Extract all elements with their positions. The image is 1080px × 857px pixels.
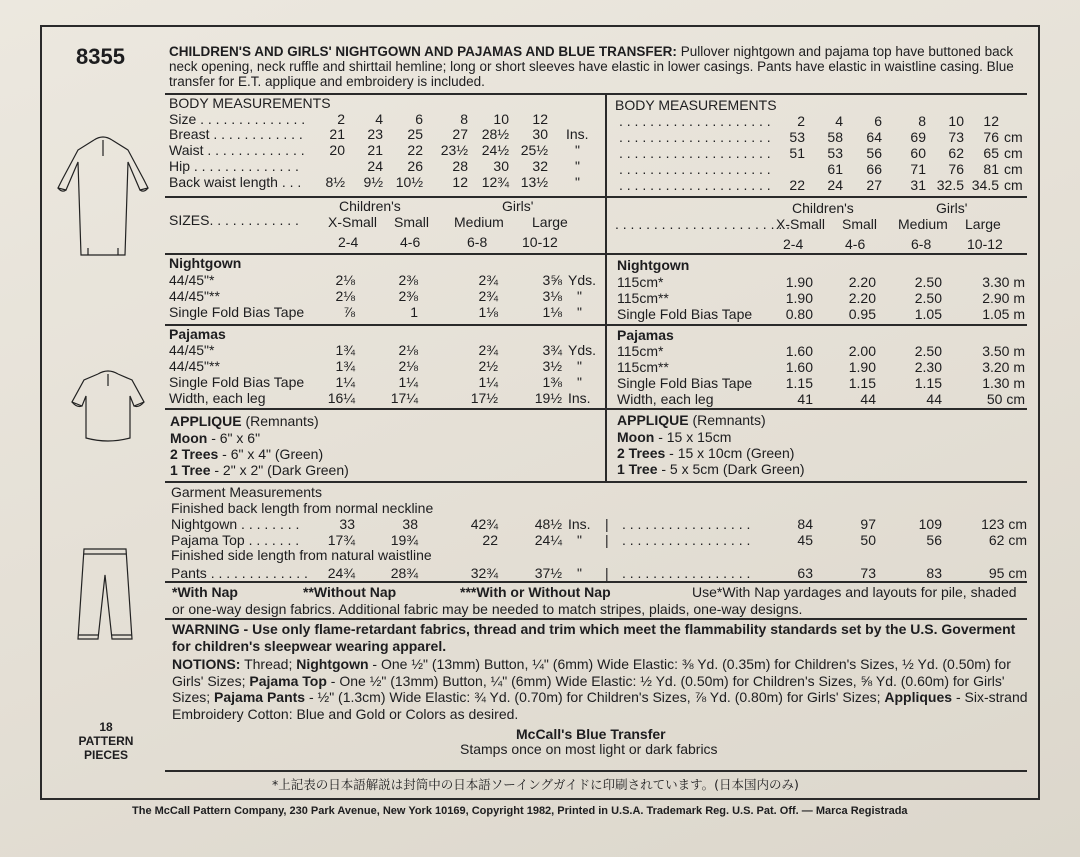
yardage-value: 3½ — [542, 358, 562, 374]
bm-metric-value: 76 — [983, 129, 999, 145]
yardage-label: Single Fold Bias Tape — [617, 306, 753, 322]
bm-us-value: 24 — [367, 158, 383, 174]
garment-title: Garment Measurements — [171, 484, 322, 500]
size-name: Medium — [454, 214, 504, 230]
applique-remnants: (Remnants) — [692, 412, 766, 428]
garment-dots: . . . . . . . . . . . . . . . . . — [622, 516, 751, 532]
bm-metric-value: 61 — [827, 161, 843, 177]
yardage-value: 1⅜ — [542, 374, 562, 390]
bm-metric-unit: cm — [1004, 129, 1023, 145]
sizes-childrens-metric: Children's — [792, 200, 854, 216]
nightgown-title-us: Nightgown — [169, 255, 242, 271]
garment-label: Nightgown . . . . . . . . — [171, 516, 300, 532]
garment-value: 42¾ — [470, 516, 498, 532]
notions-part: Thread; — [240, 656, 297, 672]
pattern-pieces-label: PATTERN PIECES — [78, 734, 134, 762]
sizes-childrens-us: Children's — [339, 198, 401, 214]
yardage-value: 1.05 — [914, 306, 942, 322]
bm-metric-value: 60 — [910, 145, 926, 161]
garment-divider: | — [605, 516, 609, 532]
garment-label: Pajama Top . . . . . . . — [171, 532, 300, 548]
sizes-girls-us: Girls' — [502, 198, 534, 214]
yardage-value: 1¼ — [398, 374, 418, 390]
yardage-value: 2.30 — [914, 359, 942, 375]
bm-metric-value: 8 — [918, 113, 926, 129]
size-name: X-Small — [328, 214, 378, 230]
yardage-value: 2⅛ — [335, 272, 355, 288]
yardage-label: 44/45"** — [169, 358, 220, 374]
bm-metric-value: 76 — [948, 161, 964, 177]
yardage-value: 1⅛ — [542, 304, 562, 320]
applique-title-metric — [617, 412, 766, 428]
garment-value: 33 — [339, 516, 355, 532]
yardage-value: 1.15 — [785, 375, 813, 391]
warning-text: WARNING - Use only flame-retardant fabrics, thread and trim which meet the flammability standards set by the U.S. Goverment for children's sleepwear wearing apparel. — [172, 621, 1016, 654]
garment-unit: Ins. — [568, 516, 591, 532]
applique-item-name: Moon — [617, 429, 655, 445]
garment-metric-value: 95 cm — [988, 565, 1027, 581]
yardage-value: 0.95 — [848, 306, 876, 322]
size-range: 10-12 — [522, 234, 558, 250]
garment-metric-value: 63 — [797, 565, 813, 581]
header-description — [169, 44, 1029, 89]
bm-metric-value: 6 — [874, 113, 882, 129]
yardage-value: 2.90 m — [982, 290, 1025, 306]
garment-side-title: Finished side length from natural waistline — [171, 547, 432, 563]
yardage-value: 1.15 — [914, 375, 942, 391]
pajamas-title-metric: Pajamas — [617, 327, 674, 343]
yardage-label: 115cm** — [617, 290, 669, 306]
bm-us-value: 20 — [329, 142, 345, 158]
yardage-value: ⅞ — [343, 304, 355, 320]
bm-us-value: 26 — [407, 158, 423, 174]
bm-us-value: 9½ — [363, 174, 383, 190]
bm-metric-value: 27 — [866, 177, 882, 193]
garment-metric-value: 73 — [860, 565, 876, 581]
applique-title-us — [170, 413, 319, 429]
pajamas-title-us: Pajamas — [169, 326, 226, 342]
garment-unit: " — [577, 532, 582, 548]
bm-us-value: 32 — [532, 158, 548, 174]
notions-part: - Six-strand Embroidery Cotton: Blue and Gold or Colors as desired. — [172, 689, 1028, 722]
yardage-value: 1.15 — [848, 375, 876, 391]
yardage-value: 3.30 m — [982, 274, 1025, 290]
yardage-value: 1¼ — [335, 374, 355, 390]
nap-with: *With Nap — [172, 584, 238, 600]
garment-value: 32¾ — [470, 565, 498, 581]
notions-label: NOTIONS: — [172, 656, 241, 672]
yardage-value: 2.00 — [848, 343, 876, 359]
size-range: 10-12 — [967, 236, 1003, 252]
garment-value: 48½ — [534, 516, 562, 532]
applique-item — [617, 461, 805, 477]
applique-item-name: Moon — [170, 430, 208, 446]
yardage-label: Single Fold Bias Tape — [617, 375, 753, 391]
nightgown-illustration — [48, 130, 158, 265]
applique-item-desc: - 2" x 2" (Dark Green) — [210, 462, 349, 478]
applique-item-desc: - 6" x 6" — [207, 430, 261, 446]
garment-metric-value: 109 — [918, 516, 942, 532]
bm-metric-value: 34.5 — [971, 177, 999, 193]
body-measurements-title: BODY MEASUREMENTS — [169, 95, 331, 111]
size-range: 2-4 — [338, 234, 359, 250]
divider — [165, 253, 1027, 255]
applique-item — [617, 445, 794, 461]
garment-value: 17¾ — [327, 532, 355, 548]
garment-value: 37½ — [534, 565, 562, 581]
applique-item-desc: - 15 x 15cm — [654, 429, 732, 445]
applique-item-name: 1 Tree — [617, 461, 658, 477]
sizes-girls-metric: Girls' — [936, 200, 968, 216]
yardage-value: 2⅛ — [398, 358, 418, 374]
nap-without: **Without Nap — [303, 584, 397, 600]
divider — [165, 618, 1027, 620]
yardage-value: 2⅛ — [398, 342, 418, 358]
garment-metric-value: 45 — [797, 532, 813, 548]
divider — [165, 408, 1027, 410]
bm-us-value: 30 — [532, 126, 548, 142]
bm-us-value: 22 — [407, 142, 423, 158]
garment-back-title: Finished back length from normal neckline — [171, 500, 434, 516]
yardage-value: 2.50 — [914, 290, 942, 306]
bm-metric-value: 4 — [835, 113, 843, 129]
bm-metric-value: 22 — [789, 177, 805, 193]
transfer-subtitle: Stamps once on most light or dark fabrics — [460, 741, 718, 757]
yardage-value: 1¾ — [335, 342, 355, 358]
yardage-value: 2.20 — [848, 290, 876, 306]
yardage-label: Single Fold Bias Tape — [169, 304, 305, 320]
pajama-top-illustration — [68, 368, 148, 448]
garment-value: 24¾ — [327, 565, 355, 581]
bm-metric-value: 65 — [983, 145, 999, 161]
bm-us-label: Hip . . . . . . . . . . . . . . — [169, 158, 299, 174]
notions-text — [172, 656, 1030, 722]
garment-metric-value: 50 — [860, 532, 876, 548]
yardage-value: 3¾ — [542, 342, 562, 358]
garment-metric-value: 62 cm — [988, 532, 1027, 548]
yardage-value: 1.90 — [785, 290, 813, 306]
bm-us-label: Size . . . . . . . . . . . . . . — [169, 111, 306, 127]
size-range: 6-8 — [911, 236, 932, 252]
yardage-value: 17¼ — [390, 390, 418, 406]
yardage-value: 2⅜ — [398, 272, 418, 288]
yardage-label: 115cm* — [617, 343, 664, 359]
size-name: Small — [394, 214, 430, 230]
pajama-pants-illustration — [70, 545, 140, 645]
yardage-value: 2.20 — [848, 274, 876, 290]
applique-item — [170, 462, 349, 478]
bm-metric-value: 2 — [797, 113, 805, 129]
notions-top: Pajama Top — [249, 672, 327, 689]
applique-item — [170, 430, 260, 446]
bm-us-value: 21 — [367, 142, 383, 158]
bm-metric-value: 73 — [948, 129, 964, 145]
yardage-value: 3⅛ — [542, 288, 562, 304]
size-name: Medium — [898, 216, 948, 232]
yardage-value: 44 — [926, 391, 942, 407]
yardage-value: 1¾ — [335, 358, 355, 374]
yardage-label: Width, each leg — [617, 391, 714, 407]
bm-us-label: Breast . . . . . . . . . . . . — [169, 126, 303, 142]
size-range: 2-4 — [783, 236, 804, 252]
notions-part: - One ½" (13mm) Button, ¼" (6mm) Wide Elastic: ½ Yd. (0.50m) for Children's Sizes, ⅝ Yd. (0.60m) for Girls' Sizes; — [172, 672, 1005, 705]
applique-item-name: 1 Tree — [170, 462, 211, 478]
pattern-pieces-count: 18 — [99, 720, 113, 734]
notions-nightgown: Nightgown — [296, 656, 369, 672]
yardage-unit: " — [577, 358, 582, 374]
garment-value: 22 — [482, 532, 498, 548]
bm-us-value: 25½ — [520, 142, 548, 158]
yardage-label: 44/45"* — [169, 342, 215, 358]
bm-us-value: 10½ — [395, 174, 423, 190]
applique-item — [617, 429, 731, 445]
bm-metric-value: 58 — [827, 129, 843, 145]
applique-remnants: (Remnants) — [245, 413, 319, 429]
bm-metric-dots: . . . . . . . . . . . . . . . . . . . . — [619, 129, 771, 145]
garment-dots: . . . . . . . . . . . . . . . . . — [622, 565, 751, 581]
bm-metric-value: 24 — [827, 177, 843, 193]
applique-title-text: APPLIQUE — [170, 413, 242, 429]
bm-metric-dots: . . . . . . . . . . . . . . . . . . . . — [619, 177, 771, 193]
yardage-value: 3⅝ — [542, 272, 562, 288]
divider — [165, 196, 1027, 198]
bm-metric-value: 53 — [827, 145, 843, 161]
notions-part: - ½" (1.3cm) Wide Elastic: ¾ Yd. (0.70m) for Children's Sizes, ⅞ Yd. (0.80m) for Girls' Sizes; — [305, 689, 885, 705]
header-text: Pullover nightgown and pajama top have buttoned back neck opening, neck ruffle and shirttail hemline; long or short sleeves have elastic in lower casings. Pants have elastic in waistline casing. Blue transfer for E.T. applique and embroidery is included. — [169, 44, 1014, 89]
yardage-value: 2¾ — [478, 342, 498, 358]
yardage-unit: " — [577, 288, 582, 304]
nap-note: Use*With Nap yardages and layouts for pile, shaded or one-way design fabrics. Additional fabric may be needed to match stripes, plaids, one-way designs. — [172, 584, 1017, 617]
bm-us-value: 25 — [407, 126, 423, 142]
applique-title-text: APPLIQUE — [617, 412, 689, 428]
yardage-unit: Yds. — [568, 272, 597, 288]
applique-item-name: 2 Trees — [170, 446, 219, 462]
size-name: X-Small — [776, 216, 826, 232]
yardage-value: 1.60 — [785, 343, 813, 359]
yardage-value: 1.60 — [785, 359, 813, 375]
yardage-value: 2.50 — [914, 343, 942, 359]
bm-metric-value: 66 — [866, 161, 882, 177]
garment-metric-value: 97 — [860, 516, 876, 532]
bm-us-unit: " — [575, 158, 580, 174]
bm-metric-value: 64 — [866, 129, 882, 145]
size-name: Large — [965, 216, 1001, 232]
bm-us-unit: " — [575, 174, 580, 190]
yardage-label: 44/45"** — [169, 288, 220, 304]
bm-metric-dots: . . . . . . . . . . . . . . . . . . . . — [619, 161, 771, 177]
bm-us-unit: Ins. — [566, 126, 589, 142]
bm-metric-value: 56 — [866, 145, 882, 161]
applique-item-desc: - 6" x 4" (Green) — [218, 446, 324, 462]
yardage-value: 2⅛ — [335, 288, 355, 304]
yardage-value: 2.50 — [914, 274, 942, 290]
japanese-note: *上記表の日本語解説は封筒中の日本語ソーイングガイドに印刷されています。(日本国内のみ) — [272, 777, 799, 792]
nap-either: ***With or Without Nap — [460, 584, 611, 600]
bm-metric-unit: cm — [1004, 177, 1023, 193]
bm-metric-value: 32.5 — [936, 177, 964, 193]
yardage-label: Single Fold Bias Tape — [169, 374, 305, 390]
bm-us-value: 23 — [367, 126, 383, 142]
garment-value: 19¾ — [390, 532, 418, 548]
bm-metric-value: 31 — [910, 177, 926, 193]
garment-value: 24¼ — [534, 532, 562, 548]
divider — [165, 770, 1027, 772]
garment-metric-value: 84 — [797, 516, 813, 532]
notions-pants: Pajama Pants — [214, 689, 306, 705]
yardage-label: 115cm* — [617, 274, 664, 290]
pattern-number: 8355 — [76, 44, 125, 69]
yardage-unit: " — [577, 374, 582, 390]
bm-us-value: 4 — [375, 111, 383, 127]
bm-us-value: 27 — [452, 126, 468, 142]
bm-us-label: Waist . . . . . . . . . . . . . — [169, 142, 305, 158]
bm-us-value: 28½ — [481, 126, 509, 142]
garment-divider: | — [605, 565, 609, 581]
yardage-value: 1.05 m — [982, 306, 1025, 322]
pattern-pieces — [60, 720, 152, 762]
bm-metric-value: 51 — [789, 145, 805, 161]
yardage-value: 1.90 — [785, 274, 813, 290]
yardage-label: 115cm** — [617, 359, 669, 375]
bm-us-value: 21 — [329, 126, 345, 142]
garment-metric-value: 123 cm — [981, 516, 1027, 532]
garment-value: 38 — [402, 516, 418, 532]
yardage-unit: Ins. — [568, 390, 591, 406]
bm-metric-unit: cm — [1004, 145, 1023, 161]
garment-dots: . . . . . . . . . . . . . . . . . — [622, 532, 751, 548]
size-name: Large — [532, 214, 568, 230]
size-name: Small — [842, 216, 878, 232]
yardage-value: 50 cm — [986, 391, 1025, 407]
bm-us-value: 28 — [452, 158, 468, 174]
bm-metric-value: 69 — [910, 129, 926, 145]
sizes-label: SIZES. . . . . . . . . . . . — [169, 212, 299, 228]
yardage-value: 44 — [860, 391, 876, 407]
yardage-value: 1.90 — [848, 359, 876, 375]
garment-value: 28¾ — [390, 565, 418, 581]
yardage-value: 2¾ — [478, 288, 498, 304]
yardage-value: 1⅛ — [478, 304, 498, 320]
yardage-value: 16¼ — [327, 390, 355, 406]
yardage-unit: " — [577, 304, 582, 320]
transfer-title: McCall's Blue Transfer — [516, 726, 666, 742]
garment-metric-value: 83 — [926, 565, 942, 581]
applique-item-name: 2 Trees — [617, 445, 666, 461]
applique-item-desc: - 15 x 10cm (Green) — [665, 445, 795, 461]
bm-us-value: 24½ — [481, 142, 509, 158]
yardage-value: 2¾ — [478, 272, 498, 288]
yardage-value: 1.30 m — [982, 375, 1025, 391]
yardage-label: 44/45"* — [169, 272, 215, 288]
bm-us-value: 12 — [452, 174, 468, 190]
body-measurements-metric-title: BODY MEASUREMENTS — [615, 97, 777, 113]
divider — [165, 481, 1027, 483]
yardage-value: 0.80 — [785, 306, 813, 322]
header-title: CHILDREN'S AND GIRLS' NIGHTGOWN AND PAJAMAS AND BLUE TRANSFER: — [169, 44, 677, 59]
yardage-unit: Yds. — [568, 342, 597, 358]
bm-metric-dots: . . . . . . . . . . . . . . . . . . . . — [619, 145, 771, 161]
size-range: 6-8 — [467, 234, 488, 250]
nightgown-title-metric: Nightgown — [617, 257, 690, 273]
bm-metric-value: 81 — [983, 161, 999, 177]
bm-metric-value: 71 — [910, 161, 926, 177]
bm-metric-value: 53 — [789, 129, 805, 145]
applique-item — [170, 446, 323, 462]
bm-us-label: Back waist length . . . — [169, 174, 302, 190]
yardage-value: 2½ — [478, 358, 498, 374]
yardage-value: 41 — [797, 391, 813, 407]
yardage-label: Width, each leg — [169, 390, 266, 406]
bm-us-value: 12¾ — [481, 174, 509, 190]
bm-metric-dots: . . . . . . . . . . . . . . . . . . . . — [619, 113, 771, 129]
size-range: 4-6 — [400, 234, 421, 250]
applique-item-desc: - 5 x 5cm (Dark Green) — [657, 461, 805, 477]
bm-metric-value: 12 — [983, 113, 999, 129]
bm-us-value: 10 — [493, 111, 509, 127]
yardage-value: 3.50 m — [982, 343, 1025, 359]
yardage-value: 19½ — [534, 390, 562, 406]
divider — [165, 581, 1027, 583]
yardage-value: 17½ — [470, 390, 498, 406]
bm-us-value: 12 — [532, 111, 548, 127]
notions-part: - One ½" (13mm) Button, ¼" (6mm) Wide Elastic: ⅜ Yd. (0.35m) for Children's Sizes, ½ Yd. (0.50m) for Girls' Sizes; — [172, 656, 1011, 689]
garment-label: Pants . . . . . . . . . . . . . — [171, 565, 308, 581]
bm-us-unit: " — [575, 142, 580, 158]
notions-appliques: Appliques — [884, 689, 953, 705]
bm-us-value: 6 — [415, 111, 423, 127]
garment-divider: | — [605, 532, 609, 548]
bm-us-value: 2 — [337, 111, 345, 127]
bm-us-value: 8 — [460, 111, 468, 127]
size-range: 4-6 — [845, 236, 866, 252]
footer-copyright: The McCall Pattern Company, 230 Park Avenue, New York 10169, Copyright 1982, Printed in U.S.A. Trademark Reg. U.S. Pat. Off. — Marca Registrada — [132, 805, 908, 817]
yardage-value: 1 — [410, 304, 418, 320]
garment-unit: " — [577, 565, 582, 581]
yardage-value: 3.20 m — [982, 359, 1025, 375]
bm-us-value: 8½ — [325, 174, 345, 190]
garment-metric-value: 56 — [926, 532, 942, 548]
yardage-value: 2⅜ — [398, 288, 418, 304]
bm-metric-value: 10 — [948, 113, 964, 129]
divider — [165, 324, 1027, 326]
bm-metric-value: 62 — [948, 145, 964, 161]
yardage-value: 1¼ — [478, 374, 498, 390]
sizes-dots-metric: . . . . . . . . . . . . . . . . . . . . . . . — [615, 216, 791, 232]
bm-metric-unit: cm — [1004, 161, 1023, 177]
bm-us-value: 30 — [493, 158, 509, 174]
bm-us-value: 13½ — [520, 174, 548, 190]
bm-us-value: 23½ — [440, 142, 468, 158]
